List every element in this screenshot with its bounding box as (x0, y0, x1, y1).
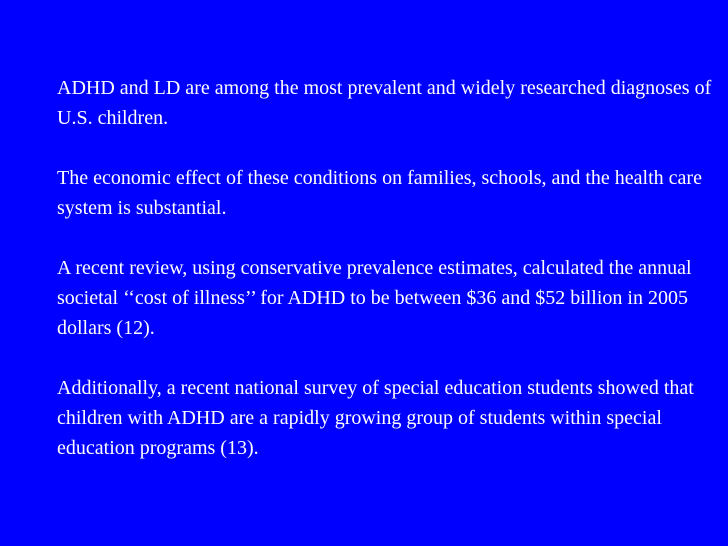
slide-body (57, 73, 717, 463)
paragraph-special-education: Additionally, a recent national survey of special education students showed that children with ADHD are a rapidly growing group of students within special education programs (13). (57, 377, 694, 459)
paragraph-prevalence: ADHD and LD are among the most prevalent and widely researched diagnoses of U.S. children. (57, 77, 712, 129)
paragraph-economic-effect: The economic effect of these conditions on families, schools, and the health care system is substantial. (57, 167, 702, 219)
paragraph-cost-of-illness: A recent review, using conservative prevalence estimates, calculated the annual societal ‘‘cost of illness’’ for ADHD to be between $36 and $52 billion in 2005 dollars (12). (57, 257, 692, 339)
